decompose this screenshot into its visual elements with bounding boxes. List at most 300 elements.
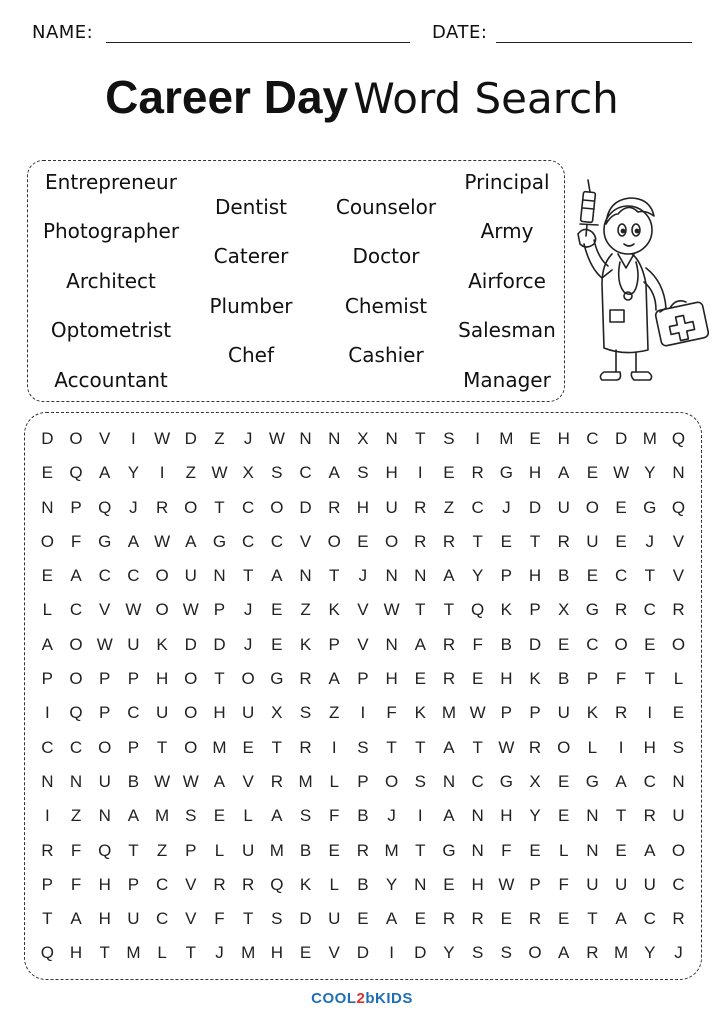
grid-cell[interactable]: J (215, 943, 224, 963)
grid-cell[interactable]: A (70, 566, 82, 586)
grid-cell[interactable]: S (471, 943, 484, 963)
grid-cell[interactable]: U (385, 497, 398, 517)
grid-cell[interactable]: W (125, 600, 142, 620)
grid-cell[interactable]: E (41, 566, 54, 586)
grid-cell[interactable]: A (414, 634, 426, 654)
grid-cell[interactable]: X (529, 771, 541, 791)
grid-cell[interactable]: U (184, 566, 197, 586)
grid-cell[interactable]: A (271, 566, 283, 586)
grid-cell[interactable]: Z (329, 703, 340, 723)
grid-cell[interactable]: D (299, 909, 312, 929)
grid-cell[interactable]: R (356, 840, 370, 860)
grid-cell[interactable]: E (615, 840, 627, 860)
grid-cell[interactable]: O (557, 737, 571, 757)
grid-cell[interactable]: U (127, 909, 140, 929)
grid-cell[interactable]: N (586, 806, 599, 826)
grid-cell[interactable]: E (443, 463, 455, 483)
grid-cell[interactable]: P (529, 874, 541, 894)
grid-cell[interactable]: E (586, 566, 599, 586)
grid-cell[interactable]: B (357, 806, 369, 826)
grid-cell[interactable]: M (642, 429, 657, 448)
grid-cell[interactable]: I (131, 429, 136, 448)
grid-cell[interactable]: U (242, 703, 255, 723)
grid-cell[interactable]: D (299, 497, 312, 517)
grid-cell[interactable]: A (99, 463, 111, 483)
grid-cell[interactable]: C (643, 771, 656, 791)
grid-cell[interactable]: E (271, 634, 283, 654)
grid-cell[interactable]: E (672, 703, 685, 723)
grid-cell[interactable]: E (443, 874, 455, 894)
grid-cell[interactable]: K (586, 703, 599, 723)
grid-cell[interactable]: T (42, 909, 53, 929)
grid-cell[interactable]: J (243, 600, 253, 620)
grid-cell[interactable]: E (558, 771, 570, 791)
grid-cell[interactable]: J (243, 634, 253, 654)
grid-cell[interactable]: P (500, 566, 513, 586)
grid-cell[interactable]: H (500, 669, 513, 689)
grid-cell[interactable]: O (184, 703, 198, 723)
grid-cell[interactable]: W (268, 429, 285, 448)
grid-cell[interactable]: Y (644, 463, 656, 483)
grid-cell[interactable]: P (213, 600, 226, 620)
grid-cell[interactable]: A (615, 909, 627, 929)
grid-cell[interactable]: S (271, 909, 283, 929)
grid-cell[interactable]: V (99, 429, 111, 448)
grid-cell[interactable]: C (69, 737, 83, 757)
grid-cell[interactable]: G (270, 669, 284, 689)
grid-cell[interactable]: J (387, 806, 396, 826)
grid-cell[interactable]: X (271, 703, 283, 723)
grid-cell[interactable]: I (417, 463, 423, 483)
grid-cell[interactable]: M (614, 943, 629, 963)
grid-cell[interactable]: H (385, 669, 398, 689)
grid-cell[interactable]: F (386, 703, 397, 723)
grid-cell[interactable]: Y (471, 566, 484, 586)
grid-cell[interactable]: F (329, 806, 340, 826)
grid-cell[interactable]: G (585, 771, 600, 791)
grid-cell[interactable]: H (69, 943, 83, 963)
grid-cell[interactable]: K (414, 703, 426, 723)
grid-cell[interactable]: L (558, 840, 569, 860)
grid-cell[interactable]: A (328, 463, 340, 483)
grid-cell[interactable]: U (614, 874, 628, 894)
grid-cell[interactable]: C (69, 600, 83, 620)
grid-cell[interactable]: N (442, 771, 456, 791)
grid-cell[interactable]: T (644, 566, 655, 586)
grid-cell[interactable]: X (357, 429, 369, 448)
grid-cell[interactable]: I (647, 703, 653, 723)
grid-cell[interactable]: J (129, 497, 138, 517)
grid-cell[interactable]: L (157, 943, 167, 963)
grid-cell[interactable]: U (98, 771, 111, 791)
grid-cell[interactable]: F (558, 874, 569, 894)
grid-cell[interactable]: R (414, 497, 427, 517)
grid-cell[interactable]: I (618, 737, 624, 757)
grid-cell[interactable]: I (389, 943, 394, 963)
grid-cell[interactable]: N (41, 771, 54, 791)
grid-cell[interactable]: Y (385, 874, 398, 894)
grid-cell[interactable]: V (328, 943, 340, 963)
grid-cell[interactable]: P (357, 669, 369, 689)
grid-cell[interactable]: J (358, 566, 368, 586)
grid-cell[interactable]: W (154, 429, 171, 448)
grid-cell[interactable]: Y (443, 943, 455, 963)
grid-cell[interactable]: O (241, 669, 255, 689)
grid-cell[interactable]: T (529, 531, 541, 551)
grid-cell[interactable]: O (384, 771, 399, 791)
grid-cell[interactable]: R (155, 497, 169, 517)
grid-cell[interactable]: P (529, 600, 541, 620)
grid-cell[interactable]: N (299, 566, 312, 586)
grid-cell[interactable]: G (212, 531, 227, 551)
grid-cell[interactable]: U (127, 634, 140, 654)
grid-cell[interactable]: T (415, 737, 426, 757)
grid-cell[interactable]: U (328, 909, 341, 929)
grid-cell[interactable]: G (643, 497, 657, 517)
grid-cell[interactable]: O (155, 600, 169, 620)
grid-cell[interactable]: Z (300, 600, 311, 620)
grid-cell[interactable]: H (213, 703, 226, 723)
grid-cell[interactable]: E (500, 531, 513, 551)
grid-cell[interactable]: P (328, 634, 340, 654)
grid-cell[interactable]: A (127, 806, 140, 826)
grid-cell[interactable]: Z (185, 463, 196, 483)
grid-cell[interactable]: U (586, 531, 599, 551)
grid-cell[interactable]: O (98, 737, 112, 757)
grid-cell[interactable]: A (443, 806, 455, 826)
grid-cell[interactable]: W (383, 600, 400, 620)
grid-cell[interactable]: M (499, 429, 514, 448)
grid-cell[interactable]: M (212, 737, 227, 757)
grid-cell[interactable]: A (41, 634, 54, 654)
grid-cell[interactable]: A (213, 771, 226, 791)
grid-cell[interactable]: R (442, 669, 456, 689)
grid-cell[interactable]: K (299, 634, 312, 654)
grid-cell[interactable]: R (557, 531, 570, 551)
grid-cell[interactable]: W (96, 634, 113, 654)
grid-cell[interactable]: W (498, 874, 515, 894)
grid-cell[interactable]: B (558, 669, 570, 689)
grid-cell[interactable]: C (586, 429, 599, 448)
grid-cell[interactable]: S (185, 806, 197, 826)
grid-cell[interactable]: J (243, 429, 253, 448)
grid-cell[interactable]: S (357, 463, 369, 483)
grid-cell[interactable]: W (182, 600, 199, 620)
grid-cell[interactable]: O (671, 840, 686, 860)
letter-grid[interactable] (33, 422, 693, 971)
grid-cell[interactable]: R (471, 909, 484, 929)
grid-cell[interactable]: P (41, 669, 54, 689)
grid-cell[interactable]: C (127, 566, 140, 586)
grid-cell[interactable]: F (501, 840, 512, 860)
grid-cell[interactable]: T (415, 429, 426, 448)
grid-cell[interactable]: P (357, 771, 369, 791)
grid-cell[interactable]: Z (70, 806, 82, 826)
grid-cell[interactable]: C (242, 531, 255, 551)
date-line[interactable] (496, 42, 692, 43)
grid-cell[interactable]: S (443, 429, 455, 448)
grid-cell[interactable]: R (442, 909, 456, 929)
grid-cell[interactable]: O (614, 634, 628, 654)
grid-cell[interactable]: R (299, 737, 312, 757)
grid-cell[interactable]: E (586, 463, 599, 483)
grid-cell[interactable]: N (471, 840, 484, 860)
grid-cell[interactable]: U (155, 703, 169, 723)
grid-cell[interactable]: B (127, 771, 140, 791)
grid-cell[interactable]: C (98, 566, 111, 586)
grid-cell[interactable]: I (475, 429, 481, 448)
grid-cell[interactable]: H (528, 463, 542, 483)
grid-cell[interactable]: W (182, 771, 199, 791)
grid-cell[interactable]: O (327, 531, 341, 551)
grid-cell[interactable]: O (270, 497, 284, 517)
grid-cell[interactable]: E (299, 943, 312, 963)
grid-cell[interactable]: E (213, 806, 226, 826)
grid-cell[interactable]: T (329, 566, 340, 586)
grid-cell[interactable]: S (357, 737, 369, 757)
grid-cell[interactable]: C (471, 497, 484, 517)
grid-cell[interactable]: S (500, 943, 513, 963)
grid-cell[interactable]: E (615, 497, 627, 517)
grid-cell[interactable]: S (299, 806, 312, 826)
grid-cell[interactable]: H (643, 737, 656, 757)
grid-cell[interactable]: A (558, 463, 570, 483)
grid-cell[interactable]: T (214, 669, 225, 689)
grid-cell[interactable]: G (98, 531, 112, 551)
grid-cell[interactable]: A (615, 771, 627, 791)
grid-cell[interactable]: K (328, 600, 340, 620)
grid-cell[interactable]: U (672, 806, 685, 826)
grid-cell[interactable]: J (502, 497, 511, 517)
grid-cell[interactable]: R (672, 600, 685, 620)
grid-cell[interactable]: W (613, 463, 630, 483)
grid-cell[interactable]: T (386, 737, 397, 757)
grid-cell[interactable]: Z (156, 840, 168, 860)
grid-cell[interactable]: N (213, 566, 226, 586)
grid-cell[interactable]: C (471, 771, 484, 791)
grid-cell[interactable]: T (443, 600, 455, 620)
grid-cell[interactable]: I (331, 737, 337, 757)
grid-cell[interactable]: Z (443, 497, 455, 517)
grid-cell[interactable]: H (356, 497, 370, 517)
grid-cell[interactable]: D (184, 429, 197, 448)
grid-cell[interactable]: R (672, 909, 685, 929)
grid-cell[interactable]: C (155, 874, 169, 894)
grid-cell[interactable]: O (69, 634, 83, 654)
grid-cell[interactable]: R (328, 497, 341, 517)
grid-cell[interactable]: V (242, 771, 254, 791)
grid-cell[interactable]: U (557, 497, 570, 517)
grid-cell[interactable]: O (671, 634, 686, 654)
grid-cell[interactable]: R (41, 840, 54, 860)
grid-cell[interactable]: N (414, 874, 427, 894)
grid-cell[interactable]: E (500, 909, 513, 929)
grid-cell[interactable]: N (471, 806, 484, 826)
grid-cell[interactable]: N (672, 463, 685, 483)
grid-cell[interactable]: I (417, 806, 423, 826)
grid-cell[interactable]: P (127, 669, 140, 689)
grid-cell[interactable]: L (587, 737, 598, 757)
grid-cell[interactable]: A (558, 943, 570, 963)
grid-cell[interactable]: T (415, 840, 426, 860)
grid-cell[interactable]: W (154, 531, 171, 551)
grid-cell[interactable]: L (42, 600, 53, 620)
grid-cell[interactable]: G (585, 600, 600, 620)
grid-cell[interactable]: P (529, 703, 541, 723)
grid-cell[interactable]: V (299, 531, 312, 551)
grid-cell[interactable]: D (213, 634, 226, 654)
grid-cell[interactable]: J (645, 531, 655, 551)
grid-cell[interactable]: E (271, 600, 283, 620)
grid-cell[interactable]: Y (644, 943, 656, 963)
grid-cell[interactable]: Z (214, 429, 225, 448)
grid-cell[interactable]: C (643, 600, 656, 620)
grid-cell[interactable]: P (127, 874, 140, 894)
grid-cell[interactable]: N (385, 634, 398, 654)
grid-cell[interactable]: O (184, 497, 198, 517)
grid-cell[interactable]: C (155, 909, 169, 929)
grid-cell[interactable]: C (299, 463, 312, 483)
grid-cell[interactable]: Y (127, 463, 140, 483)
grid-cell[interactable]: D (528, 497, 542, 517)
grid-cell[interactable]: C (242, 497, 255, 517)
grid-cell[interactable]: S (672, 737, 685, 757)
grid-cell[interactable]: W (498, 737, 515, 757)
grid-cell[interactable]: R (442, 531, 456, 551)
grid-cell[interactable]: M (441, 703, 457, 723)
grid-cell[interactable]: B (558, 566, 570, 586)
grid-cell[interactable]: F (615, 669, 627, 689)
grid-cell[interactable]: C (127, 703, 140, 723)
grid-cell[interactable]: K (500, 600, 513, 620)
grid-cell[interactable]: C (586, 634, 599, 654)
grid-cell[interactable]: F (70, 531, 82, 551)
grid-cell[interactable]: R (213, 874, 226, 894)
grid-cell[interactable]: P (70, 497, 82, 517)
grid-cell[interactable]: H (155, 669, 169, 689)
grid-cell[interactable]: T (615, 806, 627, 826)
grid-cell[interactable]: B (299, 840, 312, 860)
grid-cell[interactable]: R (528, 909, 542, 929)
grid-cell[interactable]: D (414, 943, 427, 963)
grid-cell[interactable]: R (414, 531, 427, 551)
grid-cell[interactable]: F (70, 840, 82, 860)
grid-cell[interactable]: T (472, 737, 483, 757)
grid-cell[interactable]: E (529, 840, 541, 860)
grid-cell[interactable]: P (99, 703, 111, 723)
grid-cell[interactable]: K (156, 634, 168, 654)
grid-cell[interactable]: E (558, 806, 570, 826)
grid-cell[interactable]: H (385, 463, 398, 483)
grid-cell[interactable]: T (415, 600, 426, 620)
grid-cell[interactable]: T (214, 497, 225, 517)
grid-cell[interactable]: E (644, 634, 656, 654)
grid-cell[interactable]: H (98, 874, 111, 894)
grid-cell[interactable]: E (471, 669, 484, 689)
grid-cell[interactable]: K (299, 874, 312, 894)
grid-cell[interactable]: P (99, 669, 111, 689)
grid-cell[interactable]: H (270, 943, 283, 963)
grid-cell[interactable]: T (271, 737, 283, 757)
grid-cell[interactable]: T (185, 943, 196, 963)
grid-cell[interactable]: B (500, 634, 513, 654)
grid-cell[interactable]: E (357, 909, 369, 929)
grid-cell[interactable]: Q (270, 874, 284, 894)
grid-cell[interactable]: H (471, 874, 484, 894)
grid-cell[interactable]: W (211, 463, 228, 483)
grid-cell[interactable]: F (214, 909, 225, 929)
grid-cell[interactable]: N (385, 566, 398, 586)
grid-cell[interactable]: R (614, 600, 628, 620)
grid-cell[interactable]: V (185, 909, 197, 929)
grid-cell[interactable]: S (414, 771, 426, 791)
grid-cell[interactable]: M (241, 943, 256, 963)
grid-cell[interactable]: T (128, 840, 139, 860)
grid-cell[interactable]: B (357, 874, 369, 894)
grid-cell[interactable]: E (414, 909, 426, 929)
grid-cell[interactable]: R (586, 943, 599, 963)
grid-cell[interactable]: I (159, 463, 165, 483)
grid-cell[interactable]: R (299, 669, 312, 689)
grid-cell[interactable]: R (643, 806, 656, 826)
grid-cell[interactable]: M (155, 806, 170, 826)
name-line[interactable] (106, 42, 410, 43)
grid-cell[interactable]: N (69, 771, 83, 791)
grid-cell[interactable]: L (673, 669, 684, 689)
grid-cell[interactable]: A (328, 669, 340, 689)
grid-cell[interactable]: R (614, 703, 628, 723)
grid-cell[interactable]: N (98, 806, 111, 826)
grid-cell[interactable]: P (41, 874, 54, 894)
grid-cell[interactable]: I (44, 806, 50, 826)
grid-cell[interactable]: W (469, 703, 486, 723)
grid-cell[interactable]: N (385, 429, 398, 448)
grid-cell[interactable]: O (155, 566, 169, 586)
grid-cell[interactable]: E (529, 429, 541, 448)
grid-cell[interactable]: O (69, 669, 83, 689)
grid-cell[interactable]: L (329, 771, 339, 791)
grid-cell[interactable]: G (499, 771, 513, 791)
grid-cell[interactable]: E (328, 840, 340, 860)
grid-cell[interactable]: A (443, 737, 455, 757)
grid-cell[interactable]: O (585, 497, 600, 517)
grid-cell[interactable]: E (242, 737, 254, 757)
grid-cell[interactable]: U (242, 840, 255, 860)
grid-cell[interactable]: O (184, 737, 198, 757)
grid-cell[interactable]: E (558, 909, 570, 929)
grid-cell[interactable]: G (442, 840, 456, 860)
grid-cell[interactable]: L (329, 874, 339, 894)
grid-cell[interactable]: R (442, 634, 456, 654)
grid-cell[interactable]: N (41, 497, 54, 517)
grid-cell[interactable]: E (41, 463, 54, 483)
grid-cell[interactable]: Q (69, 463, 83, 483)
grid-cell[interactable]: D (356, 943, 370, 963)
grid-cell[interactable]: V (672, 531, 685, 551)
grid-cell[interactable]: A (185, 531, 197, 551)
grid-cell[interactable]: Q (98, 840, 112, 860)
grid-cell[interactable]: Q (69, 703, 83, 723)
grid-cell[interactable]: X (242, 463, 254, 483)
grid-cell[interactable]: O (528, 943, 542, 963)
grid-cell[interactable]: O (69, 429, 83, 448)
grid-cell[interactable]: G (499, 463, 513, 483)
grid-cell[interactable]: K (529, 669, 541, 689)
grid-cell[interactable]: O (184, 669, 198, 689)
grid-cell[interactable]: H (528, 566, 542, 586)
grid-cell[interactable]: A (271, 806, 283, 826)
grid-cell[interactable]: T (242, 566, 254, 586)
